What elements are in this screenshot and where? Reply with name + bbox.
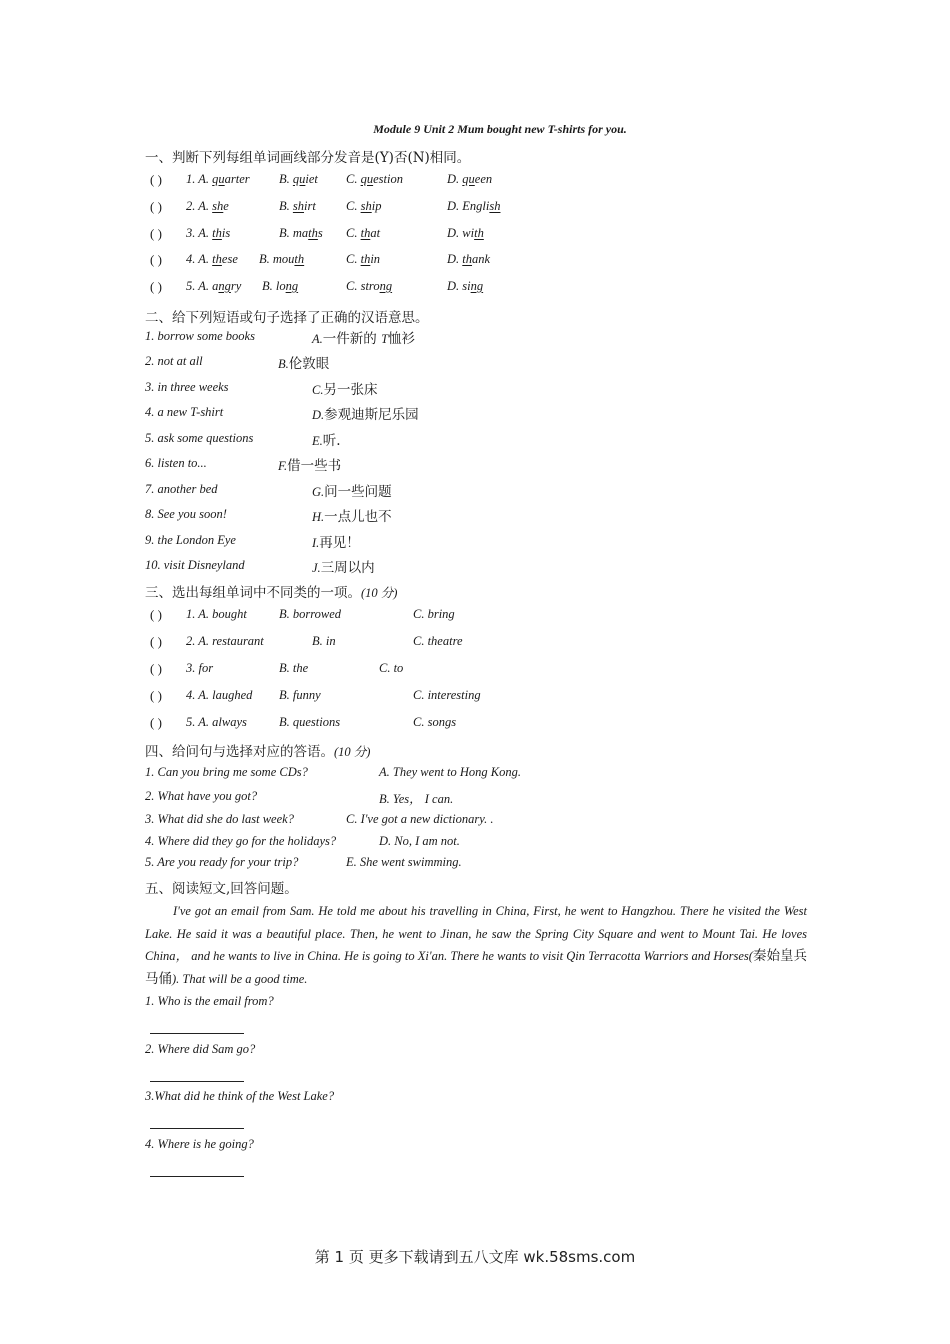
- meaning-letter: E.: [312, 434, 323, 448]
- word-suffix: estion: [373, 172, 403, 186]
- word-option: 1. A. bought: [186, 607, 247, 621]
- word-prefix: B.: [279, 172, 293, 186]
- word-prefix: 5. A. a: [186, 279, 219, 293]
- underlined-letters: qu: [212, 172, 225, 186]
- underlined-letters: qu: [292, 172, 306, 186]
- answer-bracket[interactable]: ( ): [150, 252, 162, 267]
- meaning-item: [312, 378, 377, 398]
- word-option: [346, 252, 380, 267]
- answer-bracket[interactable]: ( ): [150, 199, 162, 214]
- answer-bracket[interactable]: ( ): [150, 172, 162, 187]
- page-title: Module 9 Unit 2 Mum bought new T-shirts for you.: [373, 122, 627, 136]
- meaning-text: 一点儿也不: [324, 509, 392, 525]
- meaning-text: 参观迪斯尼乐园: [324, 407, 419, 423]
- word-prefix: C.: [346, 172, 361, 186]
- word-option: [262, 279, 298, 294]
- answer-bracket[interactable]: ( ): [150, 715, 162, 730]
- underlined-letters: ng: [285, 279, 299, 293]
- meaning-item: [278, 352, 329, 372]
- meaning-item: [312, 556, 375, 576]
- answer-option: D. No, I am not.: [379, 834, 460, 848]
- word-suffix: iet: [305, 172, 318, 186]
- meaning-item: [312, 429, 341, 449]
- answer-option: B. Yes， I can.: [379, 792, 454, 806]
- passage-part-1: I've got an email from Sam. He told me about his travelling in China, First, he went to Hangzhou. There he visited the West Lake. He said it was a beautiful place. Then, he went to Jinan, he saw the Spring City Square and went to Mount Tai. He loves China， and he wants to live in China. He is going to Xi'an. There he wants to visit Qin Terracotta Warriors and Horses(: [145, 904, 807, 963]
- word-option: [186, 199, 229, 214]
- passage-chinese: 秦始皇兵马俑: [145, 948, 807, 987]
- word-prefix: B. lo: [262, 279, 286, 293]
- word-option: [259, 252, 304, 267]
- underlined-letters: sh: [489, 199, 501, 213]
- answer-option: E. She went swimming.: [346, 855, 462, 869]
- word-suffix: at: [370, 226, 381, 240]
- section-2-heading: 二、给下列短语或句子选择了正确的汉语意思。: [145, 310, 429, 326]
- word-option: [447, 226, 484, 241]
- word-prefix: D.: [447, 252, 463, 266]
- meaning-letter: J.: [312, 561, 321, 575]
- word-option: [346, 279, 392, 294]
- reading-question: 3.What did he think of the West Lake?: [145, 1089, 335, 1103]
- word-suffix: s: [317, 226, 323, 240]
- answer-bracket[interactable]: ( ): [150, 688, 162, 703]
- question-item: 4. Where did they go for the holidays?: [145, 834, 337, 848]
- answer-option: C. I've got a new dictionary. .: [346, 812, 494, 826]
- word-option: B. in: [312, 634, 336, 648]
- answer-bracket[interactable]: ( ): [150, 607, 162, 622]
- word-option: [346, 199, 381, 214]
- phrase-item: 5. ask some questions: [145, 431, 254, 445]
- underlined-letters: th: [462, 252, 473, 266]
- underlined-letters: sh: [360, 199, 372, 213]
- phrase-item: 2. not at all: [145, 354, 203, 368]
- answer-line[interactable]: [150, 1176, 244, 1177]
- passage-part-2: ). That will be a good time.: [172, 971, 308, 986]
- meaning-text: 问一些问题: [324, 484, 392, 500]
- phrase-item: 8. See you soon!: [145, 507, 227, 521]
- word-prefix: B. mou: [259, 252, 295, 266]
- question-item: 5. Are you ready for your trip?: [145, 855, 299, 869]
- meaning-text: 借一些书: [287, 458, 342, 474]
- word-option: [346, 172, 403, 187]
- meaning-item: [312, 480, 392, 500]
- word-prefix: B. ma: [279, 226, 309, 240]
- phrase-item: 4. a new T-shirt: [145, 405, 224, 419]
- section-3-score: (10 分): [361, 586, 398, 600]
- word-prefix: B.: [279, 199, 293, 213]
- meaning-text-end: 恤衫: [388, 331, 416, 347]
- answer-bracket[interactable]: ( ): [150, 226, 162, 241]
- meaning-text: 伦敦眼: [288, 356, 330, 372]
- question-item: 3. What did she do last week?: [145, 812, 294, 826]
- answer-bracket[interactable]: ( ): [150, 279, 162, 294]
- word-suffix: een: [474, 172, 493, 186]
- word-option: 2. A. restaurant: [186, 634, 264, 648]
- word-option: [279, 199, 316, 214]
- word-option: [279, 172, 318, 187]
- meaning-letter: G.: [312, 485, 325, 499]
- meaning-text: 三周以内: [320, 560, 375, 576]
- meaning-letter: A.: [312, 332, 323, 346]
- underlined-letters: ng: [470, 279, 484, 293]
- word-option: B. the: [279, 661, 309, 675]
- section-4-heading: [145, 740, 370, 760]
- reading-question: 1. Who is the email from?: [145, 994, 274, 1008]
- page-footer: 第 1 页 更多下载请到五八文库 wk.58sms.com: [314, 1248, 636, 1266]
- word-prefix: 3. A.: [186, 226, 213, 240]
- phrase-item: 6. listen to...: [145, 456, 207, 470]
- section-1-heading: 一、判断下列每组单词画线部分发音是(Y)否(N)相同。: [145, 150, 471, 166]
- phrase-item: 9. the London Eye: [145, 533, 236, 547]
- word-prefix: 1. A.: [186, 172, 213, 186]
- meaning-text: 一件新的: [322, 331, 382, 347]
- underlined-letters: qu: [360, 172, 374, 186]
- meaning-letter: C.: [312, 383, 324, 397]
- underlined-letters: th: [212, 252, 222, 266]
- word-suffix: ank: [472, 252, 491, 266]
- answer-line[interactable]: [150, 1081, 244, 1082]
- answer-line[interactable]: [150, 1033, 244, 1034]
- phrase-item: 3. in three weeks: [145, 380, 229, 394]
- word-suffix: ese: [221, 252, 238, 266]
- word-suffix: e: [223, 199, 229, 213]
- reading-passage: [145, 900, 807, 990]
- word-option: [447, 279, 483, 294]
- word-option: C. songs: [413, 715, 457, 729]
- word-prefix: 2. A.: [186, 199, 213, 213]
- word-option: [186, 226, 230, 241]
- word-suffix: arter: [224, 172, 250, 186]
- word-suffix: ry: [230, 279, 242, 293]
- phrase-item: 10. visit Disneyland: [145, 558, 245, 572]
- phrase-item: 1. borrow some books: [145, 329, 255, 343]
- word-prefix: D. si: [447, 279, 471, 293]
- word-option: B. questions: [279, 715, 341, 729]
- word-option: C. bring: [413, 607, 455, 621]
- meaning-letter: D.: [312, 408, 325, 422]
- meaning-letter: H.: [312, 510, 325, 524]
- section-4-heading-text: 四、给问句与选择对应的答语。: [145, 744, 334, 760]
- meaning-item: [312, 403, 419, 423]
- word-option: B. borrowed: [279, 607, 342, 621]
- word-suffix: is: [221, 226, 231, 240]
- word-prefix: D. Engli: [447, 199, 490, 213]
- section-3-heading-text: 三、选出每组单词中不同类的一项。: [145, 585, 361, 601]
- word-prefix: C.: [346, 226, 361, 240]
- phrase-item: 7. another bed: [145, 482, 218, 496]
- word-option: [447, 252, 490, 267]
- reading-question: 4. Where is he going?: [145, 1137, 254, 1151]
- meaning-text: 听.: [322, 433, 341, 449]
- section-3-heading: [145, 581, 397, 601]
- word-option: 4. A. laughed: [186, 688, 253, 702]
- word-suffix: in: [370, 252, 381, 266]
- meaning-item: [278, 454, 341, 474]
- word-prefix: 4. A.: [186, 252, 213, 266]
- meaning-text-latin: T: [381, 332, 389, 346]
- answer-option: A. They went to Hong Kong.: [379, 765, 522, 779]
- word-option: [447, 172, 492, 187]
- meaning-letter: F.: [278, 459, 288, 473]
- meaning-letter: I.: [312, 536, 320, 550]
- meaning-text: 再见！: [319, 535, 360, 551]
- word-option: [279, 226, 323, 241]
- question-item: 2. What have you got?: [145, 789, 258, 803]
- meaning-item: [312, 327, 415, 347]
- word-prefix: D.: [447, 172, 463, 186]
- word-prefix: C.: [346, 252, 361, 266]
- meaning-text: 另一张床: [323, 382, 378, 398]
- section-5-heading: 五、阅读短文,回答问题。: [145, 881, 298, 897]
- word-option: C. theatre: [413, 634, 463, 648]
- word-option: 5. A. always: [186, 715, 247, 729]
- answer-line[interactable]: [150, 1128, 244, 1129]
- underlined-letters: qu: [462, 172, 475, 186]
- word-suffix: irt: [304, 199, 316, 213]
- underlined-letters: th: [308, 226, 318, 240]
- answer-bracket[interactable]: ( ): [150, 634, 162, 649]
- word-suffix: ip: [371, 199, 382, 213]
- underlined-letters: sh: [292, 199, 305, 213]
- answer-bracket[interactable]: ( ): [150, 661, 162, 676]
- word-prefix: C. stro: [346, 279, 380, 293]
- word-option: [447, 199, 500, 214]
- underlined-letters: th: [474, 226, 484, 240]
- word-prefix: C.: [346, 199, 361, 213]
- word-option: C. to: [379, 661, 404, 675]
- word-option: [346, 226, 380, 241]
- underlined-letters: ng: [379, 279, 393, 293]
- word-option: [186, 252, 238, 267]
- underlined-letters: th: [360, 252, 371, 266]
- word-option: [186, 279, 241, 294]
- underlined-letters: th: [294, 252, 305, 266]
- word-option: [186, 172, 250, 187]
- word-option: C. interesting: [413, 688, 481, 702]
- underlined-letters: th: [360, 226, 371, 240]
- question-item: 1. Can you bring me some CDs?: [145, 765, 308, 779]
- underlined-letters: ng: [218, 279, 231, 293]
- word-option: 3. for: [186, 661, 214, 675]
- meaning-item: [312, 531, 360, 551]
- meaning-letter: B.: [278, 357, 289, 371]
- meaning-item: [312, 505, 392, 525]
- word-option: B. funny: [279, 688, 321, 702]
- word-prefix: D. wi: [447, 226, 475, 240]
- underlined-letters: th: [212, 226, 222, 240]
- section-4-score: (10 分): [334, 745, 371, 759]
- underlined-letters: sh: [212, 199, 224, 213]
- reading-question: 2. Where did Sam go?: [145, 1042, 256, 1056]
